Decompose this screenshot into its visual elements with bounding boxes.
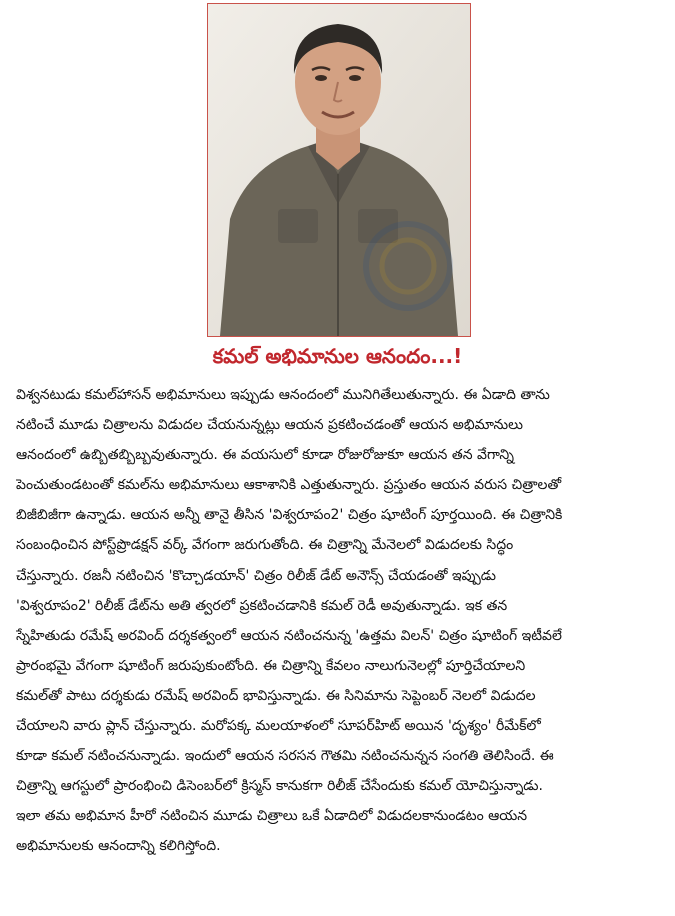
portrait-photo-icon [208,4,470,336]
article-line: చేస్తున్నారు. రజనీ నటించిన 'కొచ్చాడయాన్' చిత్రం రిలీజ్ డేట్ అనౌన్స్ చేయడంతో ఇప్పుడు [16,567,496,584]
article-line: విశ్వనటుడు కమల్‌హాసన్ అభిమానులు ఇప్పుడు ఆనందంలో మునిగితేలుతున్నారు. ఈ ఏడాది తాను [16,387,550,403]
article-line: చేయాలని వారు ప్లాన్ చేస్తున్నారు. మరోపక్క మలయాళంలో సూపర్‌హిట్ అయిన 'దృశ్యం' రీమేక్‌లో [16,718,541,735]
article-line: కమల్‌తో పాటు దర్శకుడు రమేష్ అరవింద్ భావిస్తున్నాడు. ఈ సినిమాను సెప్టెంబర్ నెలలో విడుదల [16,687,536,704]
article-line: నటించే మూడు చిత్రాలను విడుదల చేయనున్నట్లు ఆయన ప్రకటించడంతో ఆయన అభిమానులు [16,417,523,434]
article-line: చిత్రాన్ని ఆగస్టులో ప్రారంభించి డిసెంబర్‌లో క్రిస్మస్ కానుకగా రిలీజ్ చేసేందుకు కమల్ యోచిస్తున్నాడు. [16,778,543,795]
article-line: పెంచుతుండటంతో కమల్‌ను అభిమానులు ఆకాశానికి ఎత్తుతున్నారు. ప్రస్తుతం ఆయన వరుస చిత్రాలతో [16,477,562,494]
article-photo [207,3,471,337]
article-line: సంబంధించిన పోస్ట్‌ప్రొడక్షన్ వర్క్ వేగంగా జరుగుతోంది. ఈ చిత్రాన్ని మేనెలలో విడుదలకు సిద్ధం [16,537,514,554]
article-line: కూడా కమల్ నటించనున్నాడు. ఇందులో ఆయన సరసన గౌతమి నటించనున్నన సంగతి తెలిసిందే. ఈ [16,748,554,765]
article-line: స్నేహితుడు రమేష్ అరవింద్ దర్శకత్వంలో ఆయన నటించనున్న 'ఉత్తమ విలన్' చిత్రం షూటింగ్ ఇటీవలే [16,627,562,644]
article-line: బిజీబిజీగా ఉన్నాడు. ఆయన అన్నీ తానై తీసిన 'విశ్వరూపం2' చిత్రం షూటింగ్ పూర్తయింది. ఈ చిత్రానికి [16,507,563,524]
article-line: అభిమానులకు ఆనందాన్ని కలిగిస్తోంది. [16,838,221,855]
article-line: ఇలా తమ అభిమాన హీరో నటించిన మూడు చిత్రాలు ఒకే ఏడాదిలో విడుదలకానుండటం ఆయన [16,808,528,825]
article-line: ఆనందంలో ఉబ్బితబ్బిబ్బవుతున్నారు. ఈ వయసులో కూడా రోజురోజుకూ ఆయన తన వేగాన్ని [16,447,515,464]
article-headline: కమల్ అభిమానుల ఆనందం...! [212,344,463,368]
article-line: 'విశ్వరూపం2' రిలీజ్ డేట్‌ను అతి త్వరలో ప్రకటించడానికి కమల్ రెడీ అవుతున్నాడు. ఇక తన [16,597,508,614]
article-body [16,380,666,862]
article-line: ప్రారంభమై వేగంగా షూటింగ్ జరుపుకుంటోంది. ఈ చిత్రాన్ని కేవలం నాలుగునెలల్లో పూర్తిచేయాలని [16,657,526,674]
